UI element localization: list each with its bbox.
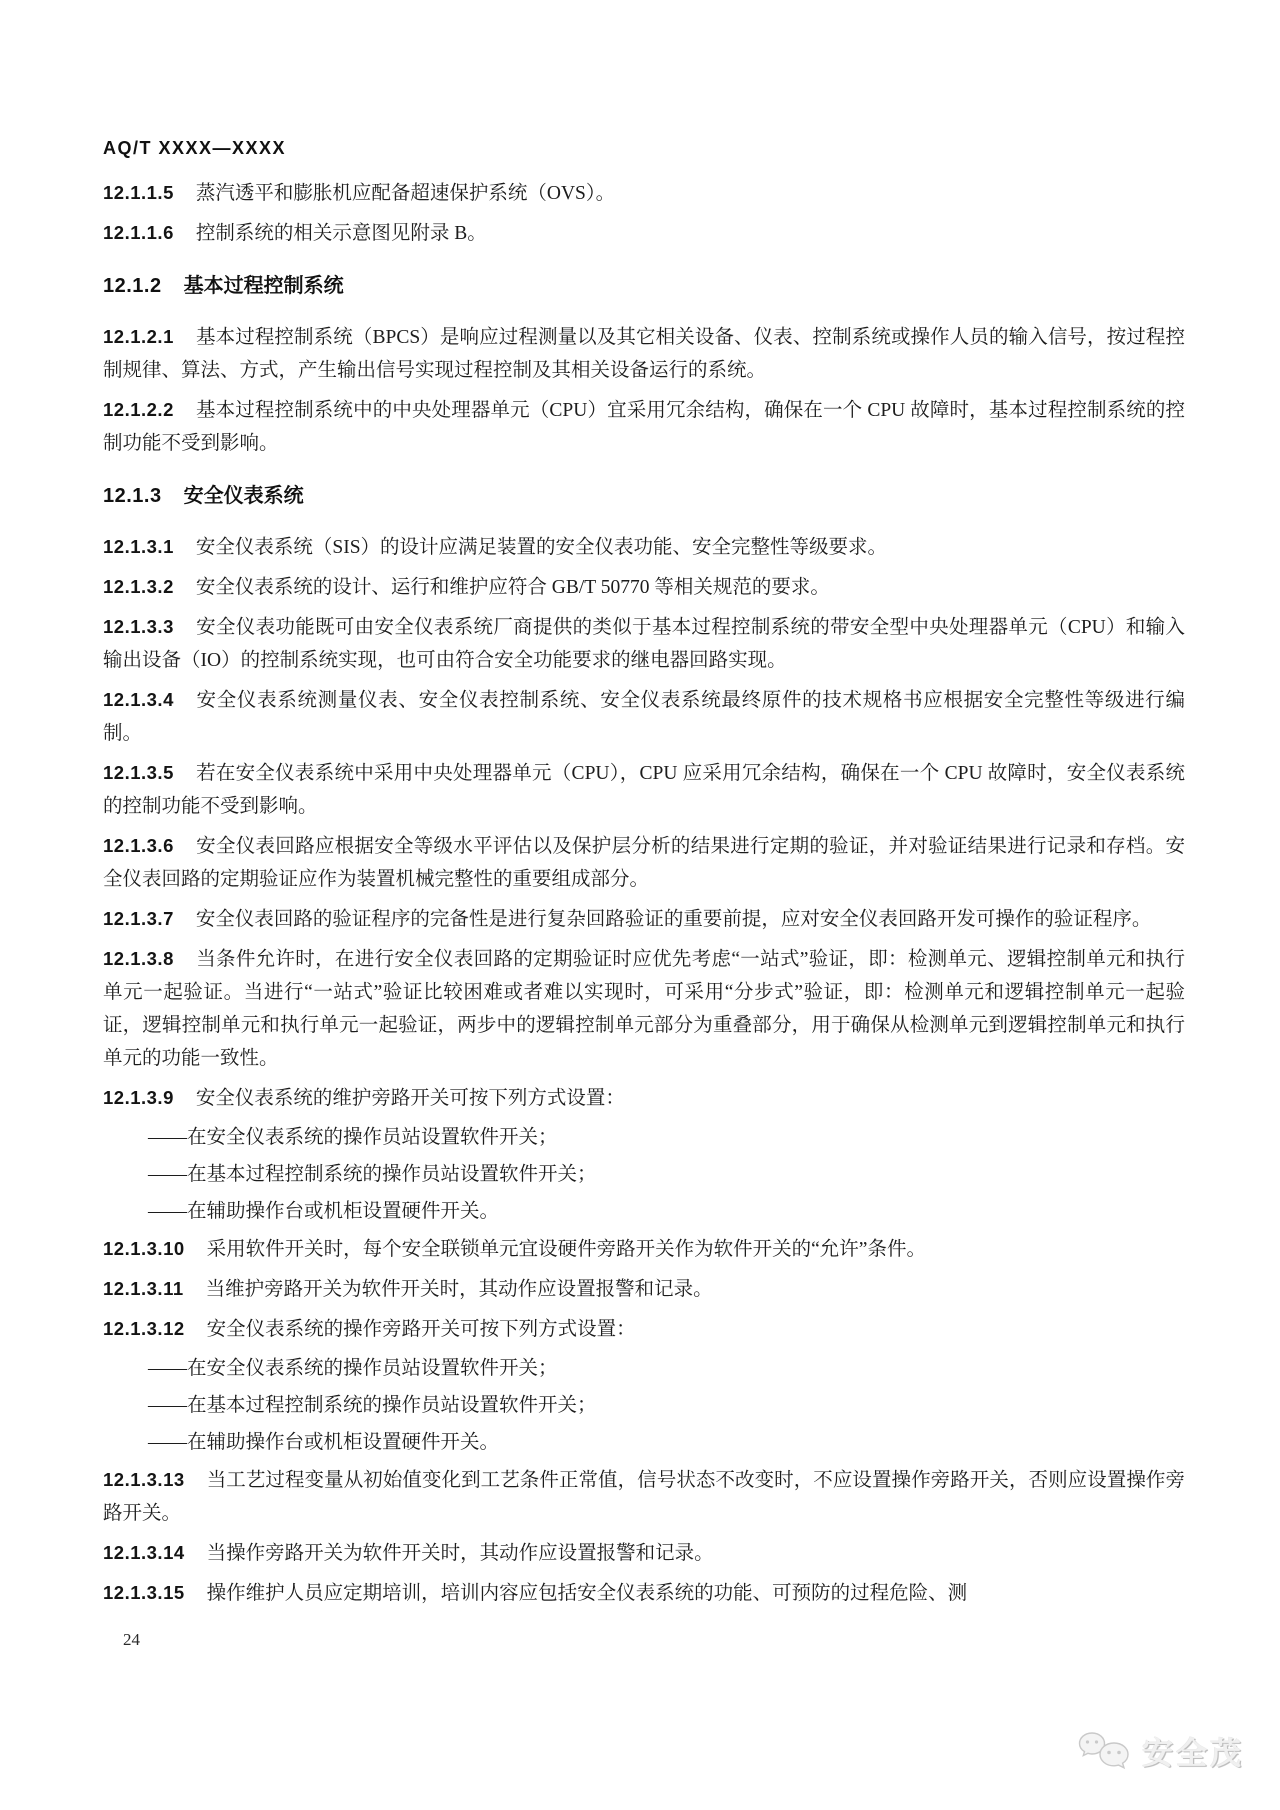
- clause-12-1-2-1: [103, 320, 1185, 387]
- watermark-text: 安全茂: [1142, 1736, 1244, 1771]
- heading-number: 12.1.2: [103, 275, 162, 297]
- clause-number: 12.1.3.1: [103, 536, 174, 557]
- clause-number: 12.1.3.12: [103, 1318, 185, 1339]
- clause-12-1-3-14: [103, 1536, 1185, 1570]
- clause-12-1-3-15: [103, 1576, 1185, 1610]
- clause-text: 当条件允许时，在进行安全仪表回路的定期验证时应优先考虑“一站式”验证，即：检测单元、逻辑控制单元和执行单元一起验证。当进行“一站式”验证比较困难或者难以实现时，可采用“分步式”验证，即：检测单元和逻辑控制单元一起验证，逻辑控制单元和执行单元一起验证，两步中的逻辑控制单元部分为重叠部分，用于确保从检测单元到逻辑控制单元和执行单元的功能一致性。: [103, 949, 1185, 1069]
- clause-text: 蒸汽透平和膨胀机应配备超速保护系统（OVS）。: [195, 183, 616, 204]
- clause-number: 12.1.3.7: [103, 908, 174, 929]
- clause-12-1-3-8: [103, 942, 1185, 1075]
- clause-number: 12.1.3.6: [103, 835, 174, 856]
- clause-12-1-3-7: [103, 902, 1185, 936]
- list-item: ——在辅助操作台或机柜设置硬件开关。: [148, 1432, 500, 1453]
- clause-number: 12.1.3.13: [103, 1469, 185, 1490]
- section-heading-12-1-2: [103, 270, 1185, 303]
- document-code-header: AQ/T XXXX—XXXX: [103, 138, 287, 158]
- clause-text: 基本过程控制系统（BPCS）是响应过程测量以及其它相关设备、仪表、控制系统或操作人员的输入信号，按过程控制规律、算法、方式，产生输出信号实现过程控制及其相关设备运行的系统。: [103, 327, 1185, 381]
- heading-number: 12.1.3: [103, 485, 162, 507]
- page-number: 24: [123, 1630, 140, 1649]
- clause-text: 若在安全仪表系统中采用中央处理器单元（CPU），CPU 应采用冗余结构，确保在一个 CPU 故障时，安全仪表系统的控制功能不受到影响。: [103, 763, 1185, 817]
- clause-number: 12.1.3.14: [103, 1542, 185, 1563]
- clause-text: 安全仪表系统的维护旁路开关可按下列方式设置：: [195, 1088, 625, 1109]
- clause-number: 12.1.3.2: [103, 576, 174, 597]
- clause-number: 12.1.3.5: [103, 762, 174, 783]
- heading-text: 基本过程控制系统: [183, 275, 344, 297]
- clause-12-1-3-10: [103, 1232, 1185, 1266]
- clause-text: 安全仪表功能既可由安全仪表系统厂商提供的类似于基本过程控制系统的带安全型中央处理器单元（CPU）和输入输出设备（IO）的控制系统实现，也可由符合安全功能要求的继电器回路实现。: [103, 617, 1185, 671]
- clause-text: 安全仪表系统的设计、运行和维护应符合 GB/T 50770 等相关规范的要求。: [195, 577, 830, 598]
- clause-12-1-1-6: [103, 216, 1185, 250]
- clause-text: 当操作旁路开关为软件开关时，其动作应设置报警和记录。: [206, 1543, 714, 1564]
- list-item: ——在基本过程控制系统的操作员站设置软件开关；: [148, 1164, 597, 1185]
- clause-12-1-3-1: [103, 530, 1185, 564]
- clause-number: 12.1.3.11: [103, 1278, 184, 1299]
- clause-number: 12.1.2.2: [103, 399, 174, 420]
- clause-text: 安全仪表系统测量仪表、安全仪表控制系统、安全仪表系统最终原件的技术规格书应根据安全完整性等级进行编制。: [103, 690, 1185, 744]
- clause-12-1-3-3: [103, 610, 1185, 677]
- list-item: ——在安全仪表系统的操作员站设置软件开关；: [148, 1127, 558, 1148]
- clause-12-1-3-9: [103, 1081, 1185, 1115]
- clause-number: 12.1.1.6: [103, 222, 174, 243]
- clause-number: 12.1.3.9: [103, 1087, 174, 1108]
- clause-text: 采用软件开关时，每个安全联锁单元宜设硬件旁路开关作为软件开关的“允许”条件。: [206, 1239, 926, 1260]
- clause-number: 12.1.3.15: [103, 1582, 185, 1603]
- clause-text: 当工艺过程变量从初始值变化到工艺条件正常值，信号状态不改变时，不应设置操作旁路开关，否则应设置操作旁路开关。: [103, 1470, 1185, 1524]
- clause-12-1-3-2: [103, 570, 1185, 604]
- clause-12-1-2-2: [103, 393, 1185, 460]
- clause-number: 12.1.3.3: [103, 616, 174, 637]
- clause-12-1-3-5: [103, 756, 1185, 823]
- wechat-logo-icon: [1078, 1730, 1132, 1772]
- clause-text: 安全仪表回路应根据安全等级水平评估以及保护层分析的结果进行定期的验证，并对验证结果进行记录和存档。安全仪表回路的定期验证应作为装置机械完整性的重要组成部分。: [103, 836, 1185, 890]
- clause-text: 安全仪表系统（SIS）的设计应满足装置的安全仪表功能、安全完整性等级要求。: [195, 537, 888, 558]
- document-body: [103, 176, 1185, 1616]
- watermark: [1078, 1728, 1244, 1773]
- clause-text: 基本过程控制系统中的中央处理器单元（CPU）宜采用冗余结构，确保在一个 CPU 故障时，基本过程控制系统的控制功能不受到影响。: [103, 400, 1185, 454]
- clause-12-1-3-11: [103, 1272, 1185, 1306]
- clause-number: 12.1.3.4: [103, 689, 174, 710]
- clause-12-1-3-12: [103, 1312, 1185, 1346]
- clause-12-1-3-4: [103, 683, 1185, 750]
- clause-text: 当维护旁路开关为软件开关时，其动作应设置报警和记录。: [205, 1279, 713, 1300]
- clause-number: 12.1.3.8: [103, 948, 174, 969]
- heading-text: 安全仪表系统: [183, 485, 304, 507]
- list-item: ——在辅助操作台或机柜设置硬件开关。: [148, 1201, 500, 1222]
- clause-text: 安全仪表系统的操作旁路开关可按下列方式设置：: [206, 1319, 636, 1340]
- clause-number: 12.1.1.5: [103, 182, 174, 203]
- clause-number: 12.1.2.1: [103, 326, 174, 347]
- clause-text: 安全仪表回路的验证程序的完备性是进行复杂回路验证的重要前提，应对安全仪表回路开发可操作的验证程序。: [195, 909, 1152, 930]
- clause-number: 12.1.3.10: [103, 1238, 185, 1259]
- clause-text: 控制系统的相关示意图见附录 B。: [195, 223, 487, 244]
- list-item: ——在基本过程控制系统的操作员站设置软件开关；: [148, 1395, 597, 1416]
- list-item: ——在安全仪表系统的操作员站设置软件开关；: [148, 1358, 558, 1379]
- clause-12-1-1-5: [103, 176, 1185, 210]
- clause-12-1-3-13: [103, 1463, 1185, 1530]
- clause-text: 操作维护人员应定期培训，培训内容应包括安全仪表系统的功能、可预防的过程危险、测: [206, 1583, 968, 1604]
- clause-12-1-3-6: [103, 829, 1185, 896]
- section-heading-12-1-3: [103, 480, 1185, 513]
